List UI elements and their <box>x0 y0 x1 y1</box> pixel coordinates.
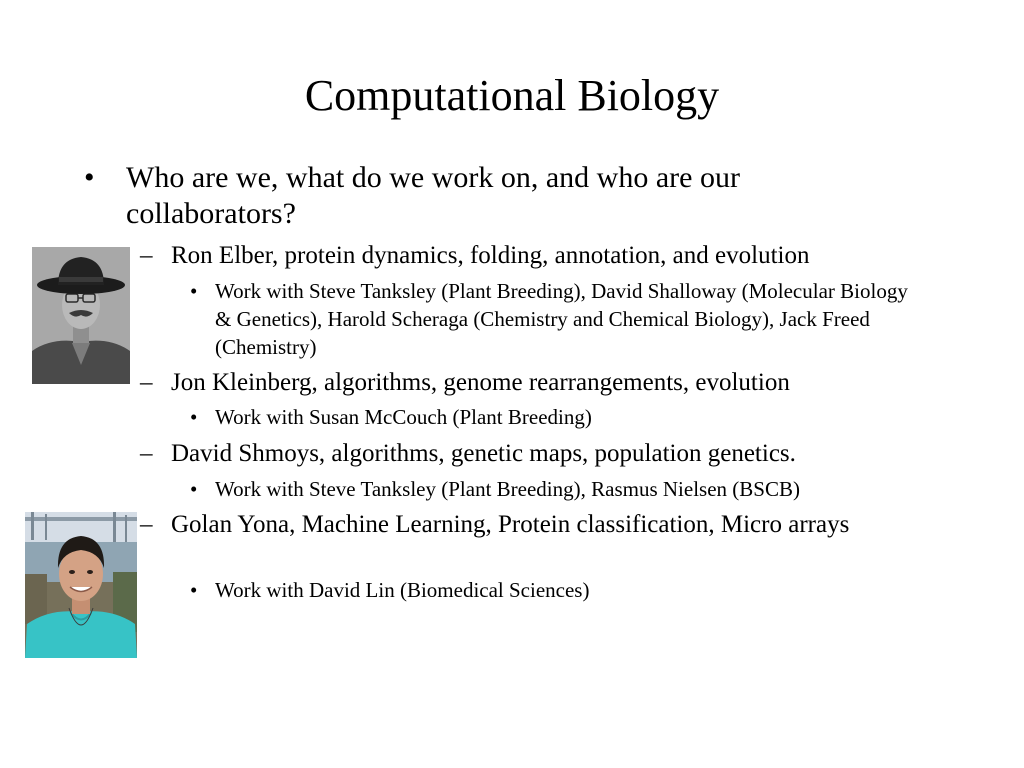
bullet-marker: • <box>190 578 198 602</box>
person-item-elber <box>140 240 930 271</box>
dash-marker: – <box>140 511 153 538</box>
person-item-kleinberg <box>140 367 930 398</box>
person-text: Golan Yona, Machine Learning, Protein classification, Micro arrays <box>171 511 850 538</box>
slide-title: Computational Biology <box>304 71 720 120</box>
portrait-photo-yona <box>25 512 137 658</box>
dash-marker: – <box>140 369 153 396</box>
collaborators-yona <box>190 576 920 604</box>
bullet-marker: • <box>190 405 198 429</box>
person-item-shmoys <box>140 438 930 469</box>
collaborators-shmoys <box>190 475 920 503</box>
person-text: Ron Elber, protein dynamics, folding, annotation, and evolution <box>171 242 810 269</box>
collaborators-text: Work with Susan McCouch (Plant Breeding) <box>215 405 592 429</box>
main-bullet <box>84 160 884 232</box>
collaborators-text: Work with David Lin (Biomedical Sciences) <box>215 578 590 602</box>
bullet-marker: • <box>84 161 95 194</box>
bullet-marker: • <box>190 477 198 501</box>
collaborators-text: Work with Steve Tanksley (Plant Breeding), David Shalloway (Molecular Biology & Genetics), Harold Scheraga (Chemistry and Chemical Biology), Jack Freed (Chemistry) <box>215 279 908 359</box>
person-text: Jon Kleinberg, algorithms, genome rearrangements, evolution <box>171 369 790 396</box>
portrait-photo-elber <box>32 247 130 384</box>
dash-marker: – <box>140 440 153 467</box>
person-item-yona <box>140 509 880 540</box>
dash-marker: – <box>140 242 153 269</box>
collaborators-kleinberg <box>190 403 920 431</box>
collaborators-elber <box>190 277 920 361</box>
person-text: David Shmoys, algorithms, genetic maps, population genetics. <box>171 440 796 467</box>
main-bullet-text: Who are we, what do we work on, and who are our collaborators? <box>126 161 740 230</box>
bullet-marker: • <box>190 279 198 303</box>
collaborators-text: Work with Steve Tanksley (Plant Breeding), Rasmus Nielsen (BSCB) <box>215 477 800 501</box>
